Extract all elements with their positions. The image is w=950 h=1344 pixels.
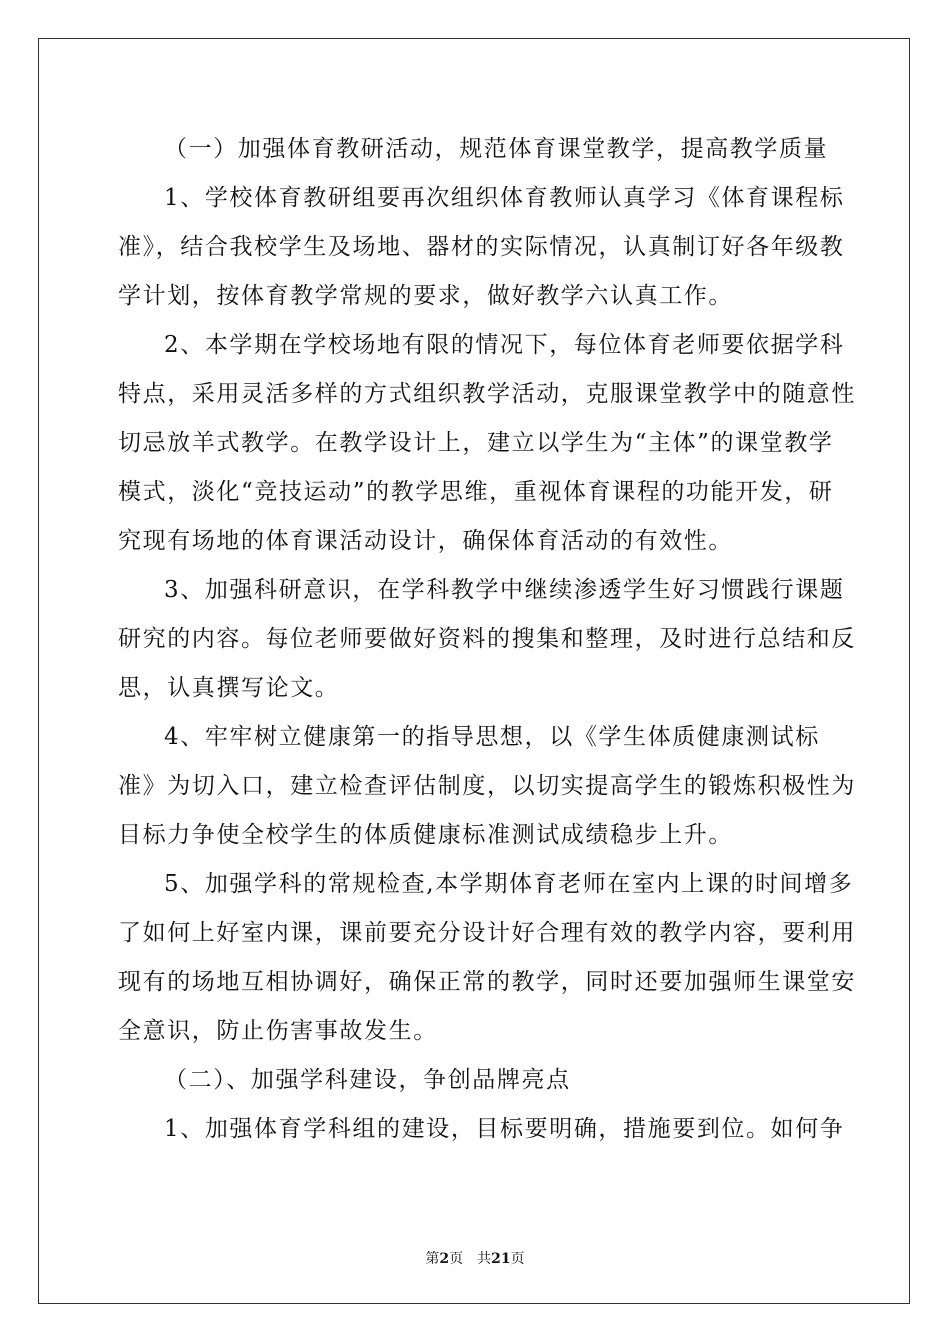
paragraph-1 — [118, 174, 845, 321]
document-body — [118, 125, 856, 1154]
paragraph-3 — [118, 566, 856, 713]
paragraph-line: 切忌放羊式教学。在教学设计上，建立以学生为“主体”的课堂教学 — [118, 430, 834, 456]
paragraph-line: 特点，采用灵活多样的方式组织教学活动，克服课堂教学中的随意性 — [118, 381, 856, 407]
paragraph-6 — [118, 1105, 845, 1154]
paragraph-line: 目标力争使全校学生的体质健康标准测试成绩稳步上升。 — [118, 822, 733, 848]
paragraph-line: 研究的内容。每位老师要做好资料的搜集和整理，及时进行总结和反 — [118, 626, 856, 652]
paragraph-4 — [118, 713, 856, 860]
paragraph-line: 现有的场地互相协调好，确保正常的教学，同时还要加强师生课堂安 — [118, 969, 856, 995]
total-page-count: 21 — [491, 1251, 511, 1267]
paragraph-5 — [118, 860, 856, 1056]
footer-mid: 页 共 — [449, 1251, 492, 1267]
paragraph-line: 3、加强科研意识，在学科教学中继续渗透学生好习惯践行课题 — [164, 577, 845, 603]
paragraph-2 — [118, 321, 856, 566]
paragraph-line: 学计划，按体育教学常规的要求，做好教学六认真工作。 — [118, 283, 733, 309]
paragraph-line: 准》为切入口，建立检查评估制度，以切实提高学生的锻炼积极性为 — [118, 773, 856, 799]
paragraph-line: 2、本学期在学校场地有限的情况下，每位体育老师要依据学科 — [164, 332, 845, 358]
paragraph-line: 了如何上好室内课，课前要充分设计好合理有效的教学内容，要利用 — [118, 920, 856, 946]
paragraph-line: 4、牢牢树立健康第一的指导思想，以《学生体质健康测试标 — [164, 724, 820, 750]
paragraph-line: 1、加强体育学科组的建设，目标要明确，措施要到位。如何争 — [164, 1116, 845, 1142]
paragraph-line: 思，认真撰写论文。 — [118, 675, 340, 701]
section-heading-2: （二）、加强学科建设，争创品牌亮点 — [164, 1067, 571, 1093]
section-heading-1: （一）加强体育教研活动，规范体育课堂教学，提高教学质量 — [164, 136, 829, 162]
footer-suffix: 页 — [510, 1251, 525, 1267]
paragraph-line: 5、加强学科的常规检查,本学期体育老师在室内上课的时间增多 — [164, 871, 854, 897]
footer-prefix: 第 — [425, 1251, 440, 1267]
paragraph-line: 1、学校体育教研组要再次组织体育教师认真学习《体育课程标 — [164, 185, 845, 211]
page-footer — [0, 1248, 950, 1268]
paragraph-line: 模式，淡化“竞技运动”的教学思维，重视体育课程的功能开发，研 — [118, 479, 834, 505]
paragraph-line: 全意识，防止伤害事故发生。 — [118, 1018, 438, 1044]
paragraph-line: 准》，结合我校学生及场地、器材的实际情况，认真制订好各年级教 — [118, 234, 845, 260]
paragraph-line: 究现有场地的体育课活动设计，确保体育活动的有效性。 — [118, 528, 733, 554]
current-page-number: 2 — [439, 1251, 450, 1267]
